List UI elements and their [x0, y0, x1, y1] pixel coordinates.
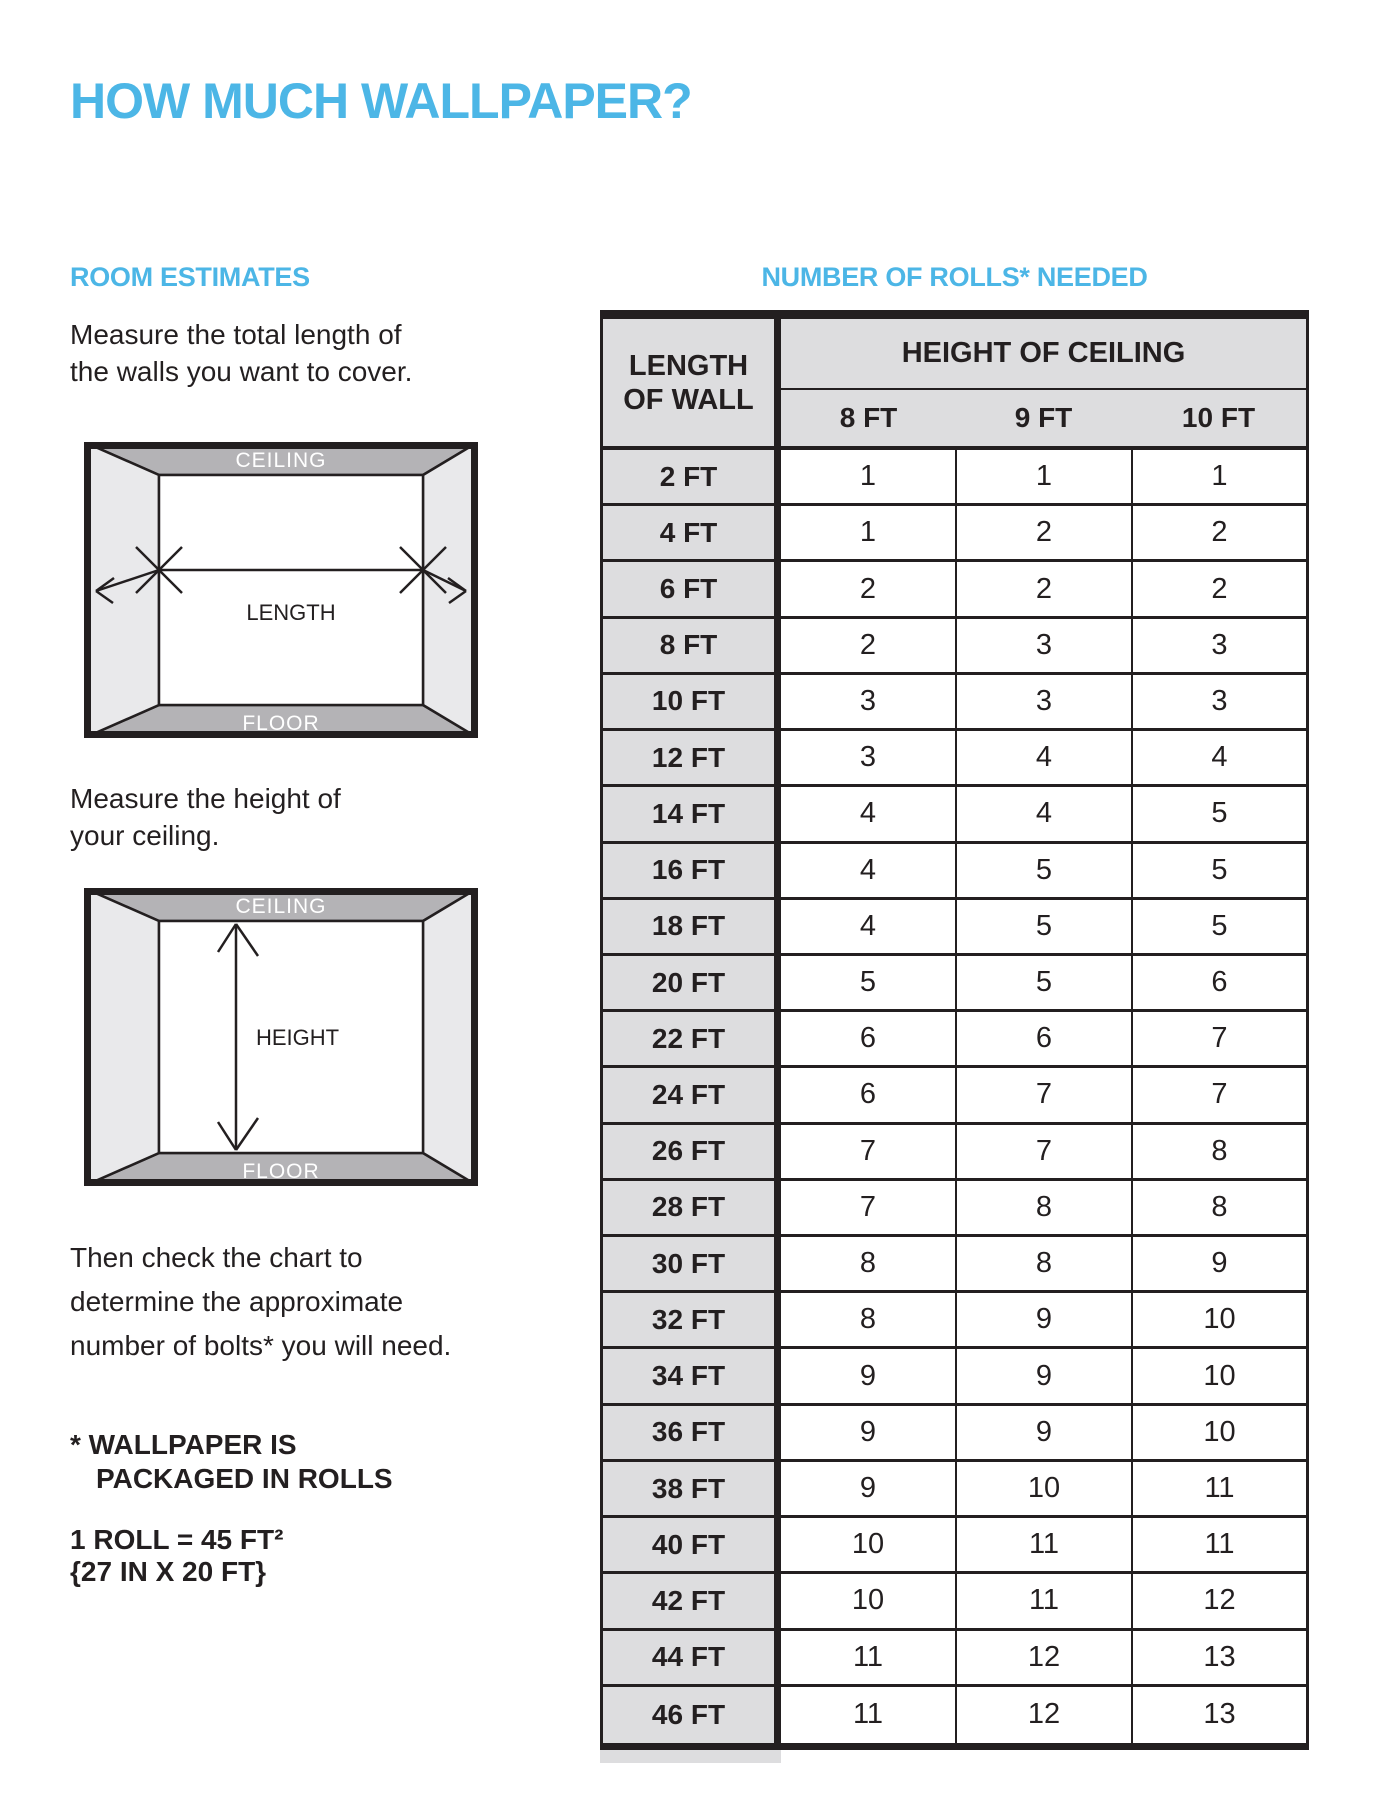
paragraph-line: Measure the height of: [70, 783, 341, 814]
rolls-10ft-cell: 2: [1133, 506, 1309, 559]
table-top-border: [600, 310, 1309, 319]
floor-label: FLOOR: [242, 1160, 320, 1183]
column-header-10ft: 10 FT: [1181, 402, 1256, 433]
rolls-9ft-cell: 9: [957, 1349, 1133, 1402]
table-row: [600, 1237, 1309, 1293]
wall-length-cell: 18 FT: [600, 900, 781, 953]
table-footer-gray-stub: [600, 1750, 781, 1763]
rolls-8ft-cell: 6: [781, 1068, 957, 1121]
paragraph-line: your ceiling.: [70, 820, 220, 851]
page-title: HOW MUCH WALLPAPER?: [70, 73, 692, 129]
check-chart-paragraph: [70, 1236, 451, 1368]
rolls-8ft-cell: 8: [781, 1237, 957, 1290]
rolls-10ft-cell: 4: [1133, 731, 1309, 784]
right-wall: [423, 888, 478, 1186]
rolls-8ft-cell: 11: [781, 1687, 957, 1743]
ceiling-label: CEILING: [235, 895, 327, 918]
rolls-9ft-cell: 5: [957, 900, 1133, 953]
rolls-8ft-cell: 9: [781, 1406, 957, 1459]
table-row: [600, 1574, 1309, 1630]
rolls-10ft-cell: 10: [1133, 1349, 1309, 1402]
rolls-8ft-cell: 9: [781, 1349, 957, 1402]
wall-length-cell: 16 FT: [600, 844, 781, 897]
note-line: * WALLPAPER IS: [70, 1429, 297, 1460]
rolls-8ft-cell: 8: [781, 1293, 957, 1346]
rolls-9ft-cell: 3: [957, 675, 1133, 728]
wall-length-cell: 28 FT: [600, 1181, 781, 1234]
table-row: [600, 1181, 1309, 1237]
room-estimates-heading: ROOM ESTIMATES: [70, 262, 310, 292]
rolls-8ft-cell: 4: [781, 844, 957, 897]
rolls-8ft-cell: 5: [781, 956, 957, 1009]
rolls-10ft-cell: 11: [1133, 1462, 1309, 1515]
wall-length-cell: 32 FT: [600, 1293, 781, 1346]
table-row: [600, 1462, 1309, 1518]
column-header-8ft: 8 FT: [839, 402, 898, 433]
wall-length-cell: 14 FT: [600, 787, 781, 840]
height-label: HEIGHT: [256, 1025, 340, 1050]
table-row: [600, 1406, 1309, 1462]
rolls-9ft-cell: 7: [957, 1125, 1133, 1178]
rolls-9ft-cell: 12: [957, 1687, 1133, 1743]
rolls-8ft-cell: 10: [781, 1574, 957, 1627]
rolls-10ft-cell: 7: [1133, 1068, 1309, 1121]
rolls-8ft-cell: 11: [781, 1631, 957, 1684]
rolls-10ft-cell: 10: [1133, 1293, 1309, 1346]
rolls-8ft-cell: 7: [781, 1181, 957, 1234]
length-of-wall-header: LENGTH OF WALL: [600, 319, 781, 450]
rolls-9ft-cell: 4: [957, 731, 1133, 784]
rolls-8ft-cell: 6: [781, 1012, 957, 1065]
measure-length-paragraph: [70, 316, 412, 390]
rolls-10ft-cell: 12: [1133, 1574, 1309, 1627]
wall-length-cell: 4 FT: [600, 506, 781, 559]
room-length-diagram: [84, 442, 478, 738]
rolls-10ft-cell: 3: [1133, 675, 1309, 728]
roll-size-info: [70, 1524, 283, 1588]
wall-length-cell: 26 FT: [600, 1125, 781, 1178]
paragraph-line: determine the approximate: [70, 1286, 404, 1317]
rolls-10ft-cell: 11: [1133, 1518, 1309, 1571]
ceiling-height-columns: [781, 390, 1306, 450]
table-row: [600, 1125, 1309, 1181]
rolls-9ft-cell: 3: [957, 619, 1133, 672]
table-row: [600, 1068, 1309, 1124]
height-of-ceiling-header-group: [781, 319, 1309, 450]
packaged-in-rolls-note: [70, 1428, 393, 1496]
wall-length-cell: 36 FT: [600, 1406, 781, 1459]
roll-dimensions-line: {27 IN X 20 FT}: [70, 1556, 267, 1587]
paragraph-line: the walls you want to cover.: [70, 356, 413, 387]
wall-length-cell: 44 FT: [600, 1631, 781, 1684]
rolls-9ft-cell: 11: [957, 1518, 1133, 1571]
floor-label: FLOOR: [242, 712, 320, 735]
roll-equals-line: 1 ROLL = 45 FT²: [70, 1524, 284, 1555]
rolls-9ft-cell: 4: [957, 787, 1133, 840]
wall-length-cell: 46 FT: [600, 1687, 781, 1743]
rolls-8ft-cell: 3: [781, 675, 957, 728]
table-row: [600, 844, 1309, 900]
rolls-9ft-cell: 7: [957, 1068, 1133, 1121]
right-wall: [423, 442, 478, 738]
rolls-10ft-cell: 5: [1133, 787, 1309, 840]
wall-length-cell: 22 FT: [600, 1012, 781, 1065]
paragraph-line: number of bolts* you will need.: [70, 1330, 452, 1361]
table-row: [600, 1687, 1309, 1743]
paragraph-line: Then check the chart to: [70, 1242, 363, 1273]
rolls-9ft-cell: 8: [957, 1237, 1133, 1290]
rolls-10ft-cell: 3: [1133, 619, 1309, 672]
back-wall: [159, 475, 423, 705]
rolls-8ft-cell: 1: [781, 450, 957, 503]
rolls-needed-table: [600, 310, 1309, 1763]
rolls-8ft-cell: 1: [781, 506, 957, 559]
wall-length-cell: 34 FT: [600, 1349, 781, 1402]
rolls-9ft-cell: 6: [957, 1012, 1133, 1065]
wall-length-cell: 10 FT: [600, 675, 781, 728]
table-row: [600, 1518, 1309, 1574]
rolls-9ft-cell: 5: [957, 844, 1133, 897]
rolls-10ft-cell: 13: [1133, 1687, 1309, 1743]
wall-length-cell: 6 FT: [600, 562, 781, 615]
table-row: [600, 675, 1309, 731]
rolls-8ft-cell: 2: [781, 619, 957, 672]
height-of-ceiling-header: HEIGHT OF CEILING: [781, 319, 1306, 390]
ceiling-label: CEILING: [235, 449, 327, 472]
rolls-needed-heading: NUMBER OF ROLLS* NEEDED: [761, 262, 1148, 292]
rolls-10ft-cell: 7: [1133, 1012, 1309, 1065]
rolls-9ft-cell: 10: [957, 1462, 1133, 1515]
rolls-8ft-cell: 2: [781, 562, 957, 615]
wall-length-cell: 42 FT: [600, 1574, 781, 1627]
rolls-10ft-cell: 13: [1133, 1631, 1309, 1684]
rolls-8ft-cell: 9: [781, 1462, 957, 1515]
rolls-8ft-cell: 4: [781, 900, 957, 953]
rolls-10ft-cell: 1: [1133, 450, 1309, 503]
column-header-9ft: 9 FT: [1014, 402, 1073, 433]
rolls-8ft-cell: 3: [781, 731, 957, 784]
table-row: [600, 956, 1309, 1012]
table-row: [600, 900, 1309, 956]
measure-height-paragraph: [70, 780, 341, 854]
rolls-10ft-cell: 9: [1133, 1237, 1309, 1290]
rolls-9ft-cell: 5: [957, 956, 1133, 1009]
table-row: [600, 787, 1309, 843]
table-row: [600, 1293, 1309, 1349]
length-label: LENGTH: [246, 600, 336, 625]
rolls-8ft-cell: 10: [781, 1518, 957, 1571]
paragraph-line: Measure the total length of: [70, 319, 402, 350]
rolls-10ft-cell: 5: [1133, 844, 1309, 897]
left-wall: [84, 888, 159, 1186]
table-row: [600, 1349, 1309, 1405]
table-row: [600, 619, 1309, 675]
wall-length-cell: 2 FT: [600, 450, 781, 503]
rolls-10ft-cell: 8: [1133, 1181, 1309, 1234]
table-row: [600, 506, 1309, 562]
rolls-8ft-cell: 4: [781, 787, 957, 840]
wall-length-cell: 40 FT: [600, 1518, 781, 1571]
rolls-9ft-cell: 2: [957, 506, 1133, 559]
wall-length-cell: 24 FT: [600, 1068, 781, 1121]
table-row: [600, 1631, 1309, 1687]
table-row: [600, 1012, 1309, 1068]
rolls-10ft-cell: 5: [1133, 900, 1309, 953]
wall-length-cell: 12 FT: [600, 731, 781, 784]
wall-length-cell: 30 FT: [600, 1237, 781, 1290]
room-height-diagram: [84, 888, 478, 1186]
rolls-9ft-cell: 1: [957, 450, 1133, 503]
rolls-9ft-cell: 8: [957, 1181, 1133, 1234]
rolls-10ft-cell: 2: [1133, 562, 1309, 615]
rolls-9ft-cell: 2: [957, 562, 1133, 615]
rolls-10ft-cell: 8: [1133, 1125, 1309, 1178]
left-wall: [84, 442, 159, 738]
rolls-9ft-cell: 9: [957, 1406, 1133, 1459]
note-line: PACKAGED IN ROLLS: [96, 1463, 393, 1494]
rolls-9ft-cell: 9: [957, 1293, 1133, 1346]
table-header: [600, 319, 1309, 450]
wall-length-cell: 38 FT: [600, 1462, 781, 1515]
wall-length-cell: 20 FT: [600, 956, 781, 1009]
rolls-8ft-cell: 7: [781, 1125, 957, 1178]
rolls-10ft-cell: 10: [1133, 1406, 1309, 1459]
wall-length-cell: 8 FT: [600, 619, 781, 672]
rolls-10ft-cell: 6: [1133, 956, 1309, 1009]
rolls-9ft-cell: 11: [957, 1574, 1133, 1627]
rolls-9ft-cell: 12: [957, 1631, 1133, 1684]
table-row: [600, 562, 1309, 618]
table-body: [600, 450, 1309, 1750]
table-row: [600, 731, 1309, 787]
table-row: [600, 450, 1309, 506]
